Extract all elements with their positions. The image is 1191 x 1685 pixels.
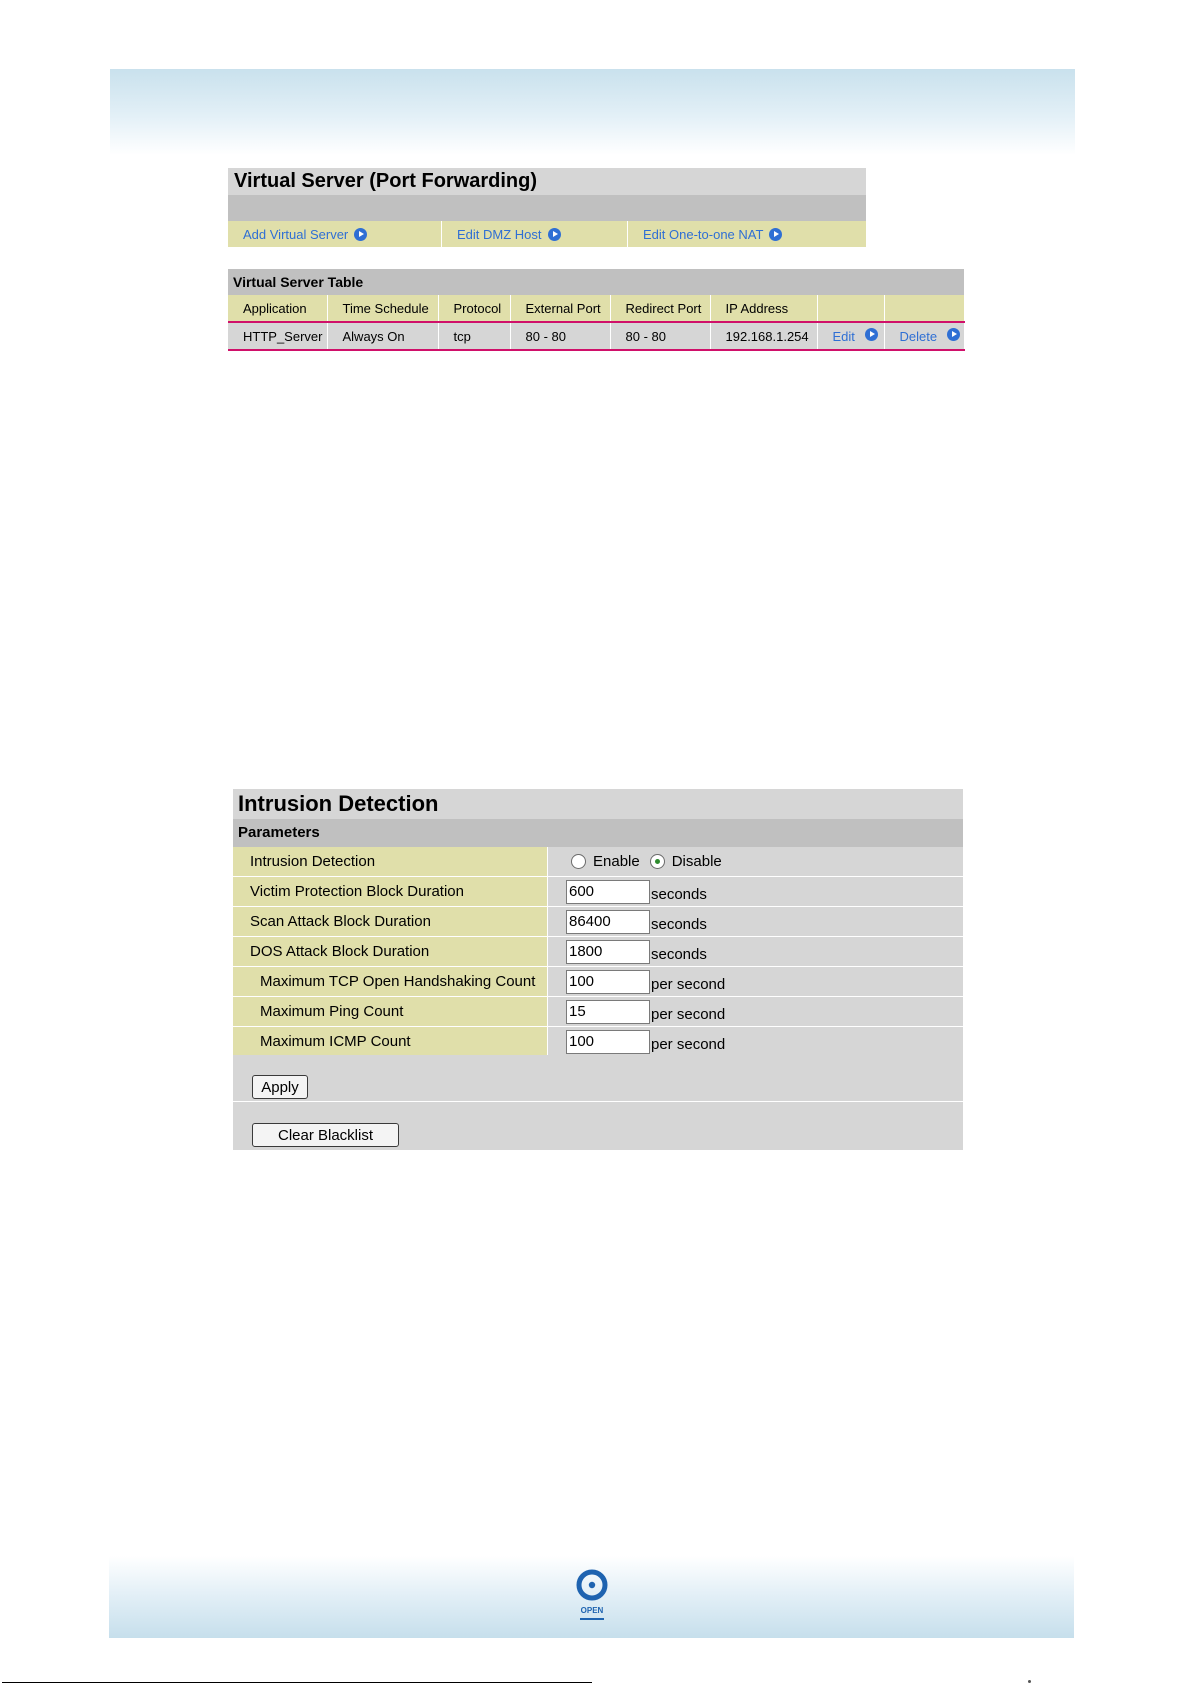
parameter-row [233, 937, 963, 967]
edit-one-to-one-nat-label: Edit One-to-one NAT [643, 226, 764, 242]
max-ping-count-input[interactable] [566, 1000, 650, 1024]
unit-label: seconds [651, 886, 707, 903]
cell-redirect-port: 80 - 80 [610, 322, 710, 350]
column-header-delete [884, 295, 964, 322]
clear-blacklist-row [233, 1102, 963, 1150]
apply-row [233, 1055, 963, 1102]
unit-label: seconds [651, 946, 707, 963]
column-header: External Port [510, 295, 610, 322]
intrusion-detection-row [233, 847, 963, 877]
arrow-right-icon [947, 328, 960, 341]
intrusion-parameters [233, 847, 963, 1057]
cell-protocol: tcp [438, 322, 510, 350]
field-value [548, 937, 963, 966]
field-value [548, 1027, 963, 1056]
table-header-row [228, 295, 964, 322]
edit-dmz-host-link[interactable] [442, 221, 628, 247]
logo-text: OPEN [580, 1606, 604, 1615]
dos-attack-duration-input[interactable] [566, 940, 650, 964]
footer-mark [1028, 1680, 1031, 1683]
arrow-right-icon [865, 328, 878, 341]
victim-protection-duration-input[interactable] [566, 880, 650, 904]
edit-link[interactable] [817, 322, 884, 350]
column-header: Redirect Port [610, 295, 710, 322]
cell-application: HTTP_Server [228, 322, 327, 350]
field-value [548, 997, 963, 1026]
add-virtual-server-link[interactable] [228, 221, 442, 247]
add-virtual-server-label: Add Virtual Server [243, 226, 349, 242]
field-value [548, 847, 963, 876]
field-value [548, 877, 963, 906]
unit-label: per second [651, 1036, 726, 1053]
max-tcp-handshake-input[interactable] [566, 970, 650, 994]
disable-radio[interactable] [650, 854, 665, 869]
column-header: Application [228, 295, 327, 322]
enable-label: Enable [593, 853, 640, 870]
intrusion-detection-title: Intrusion Detection [233, 789, 963, 819]
column-header: Protocol [438, 295, 510, 322]
scan-attack-duration-input[interactable] [566, 910, 650, 934]
arrow-right-icon [769, 228, 782, 241]
column-header: IP Address [710, 295, 817, 322]
field-value [548, 967, 963, 996]
parameter-row [233, 997, 963, 1027]
unit-label: per second [651, 1006, 726, 1023]
arrow-right-icon [354, 228, 367, 241]
parameter-row [233, 877, 963, 907]
virtual-server-table-title: Virtual Server Table [228, 269, 964, 295]
parameter-row [233, 1027, 963, 1057]
virtual-server-title: Virtual Server (Port Forwarding) [228, 168, 866, 195]
parameter-row [233, 907, 963, 937]
parameters-header: Parameters [233, 819, 963, 847]
field-label: Maximum TCP Open Handshaking Count [233, 967, 548, 996]
field-label: Intrusion Detection [233, 847, 548, 876]
field-label: Maximum ICMP Count [233, 1027, 548, 1056]
field-value [548, 907, 963, 936]
edit-dmz-host-label: Edit DMZ Host [457, 226, 542, 242]
virtual-server-table [228, 295, 965, 351]
edit-one-to-one-nat-link[interactable] [628, 221, 866, 247]
field-label: Scan Attack Block Duration [233, 907, 548, 936]
cell-external-port: 80 - 80 [510, 322, 610, 350]
delete-link[interactable] [884, 322, 964, 350]
intrusion-radio-group [566, 853, 732, 870]
disable-label: Disable [671, 853, 722, 870]
delete-label: Delete [899, 329, 938, 344]
unit-label: seconds [651, 916, 707, 933]
field-label: Victim Protection Block Duration [233, 877, 548, 906]
apply-button[interactable]: Apply [252, 1075, 308, 1099]
column-header: Time Schedule [327, 295, 438, 322]
open-logo [574, 1569, 610, 1625]
cell-ip-address: 192.168.1.254 [710, 322, 817, 350]
field-label: DOS Attack Block Duration [233, 937, 548, 966]
field-label: Maximum Ping Count [233, 997, 548, 1026]
cell-time-schedule: Always On [327, 322, 438, 350]
edit-label: Edit [832, 329, 855, 344]
column-header-edit [817, 295, 884, 322]
arrow-right-icon [548, 228, 561, 241]
enable-radio[interactable] [571, 854, 586, 869]
max-icmp-count-input[interactable] [566, 1030, 650, 1054]
parameter-row [233, 967, 963, 997]
unit-label: per second [651, 976, 726, 993]
header-banner [110, 69, 1075, 155]
clear-blacklist-button[interactable]: Clear Blacklist [252, 1123, 399, 1147]
virtual-server-links [228, 221, 866, 247]
table-row [228, 322, 964, 350]
footer-rule [2, 1682, 592, 1683]
virtual-server-band [228, 195, 866, 221]
